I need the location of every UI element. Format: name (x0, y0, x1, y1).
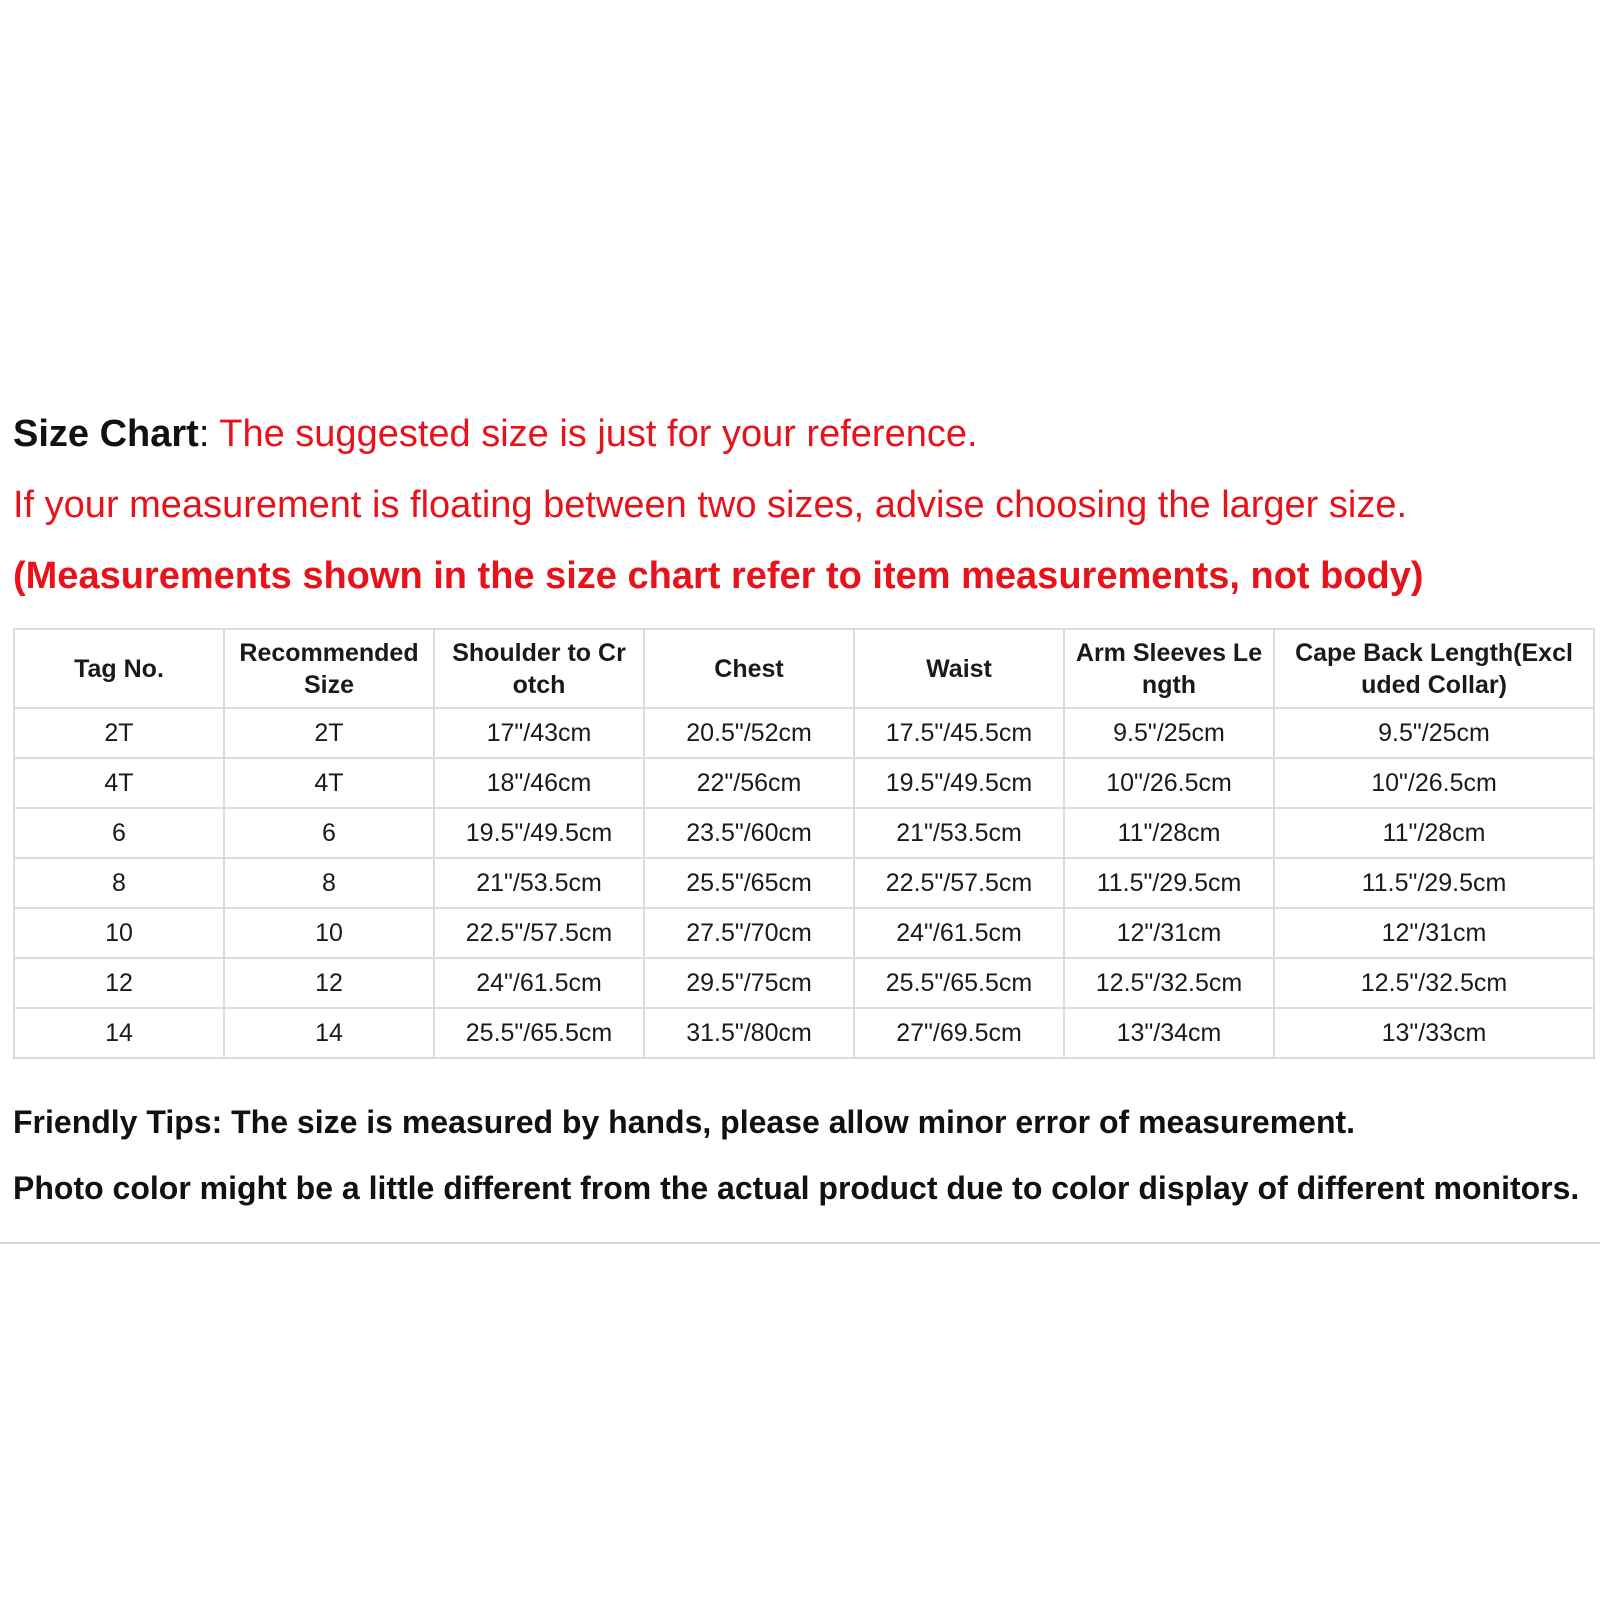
column-header-text: Waist (926, 654, 992, 683)
column-header (644, 629, 854, 708)
table-cell: 2T (14, 708, 224, 758)
column-header (224, 629, 434, 708)
table-row (14, 708, 1594, 758)
table-body (14, 708, 1594, 1058)
table-row (14, 758, 1594, 808)
table-cell: 14 (224, 1008, 434, 1058)
table-cell: 29.5"/75cm (644, 958, 854, 1008)
table-cell: 17.5"/45.5cm (854, 708, 1064, 758)
column-header-text: uded Collar) (1361, 670, 1507, 699)
table-cell: 25.5"/65.5cm (854, 958, 1064, 1008)
table-row (14, 908, 1594, 958)
table-cell: 20.5"/52cm (644, 708, 854, 758)
column-header-text: otch (512, 670, 566, 699)
size-table (13, 628, 1595, 1059)
column-header-text: ngth (1141, 670, 1197, 699)
table-cell: 8 (224, 858, 434, 908)
table-cell: 21"/53.5cm (854, 808, 1064, 858)
table-cell: 12.5"/32.5cm (1064, 958, 1274, 1008)
table-cell: 25.5"/65.5cm (434, 1008, 644, 1058)
table-cell: 19.5"/49.5cm (434, 808, 644, 858)
larger-size-advice: If your measurement is floating between two sizes, advise choosing the larger size. (13, 484, 1408, 526)
column-header-text: Shoulder to Cr (452, 638, 626, 667)
column-header (14, 629, 224, 708)
table-cell: 18"/46cm (434, 758, 644, 808)
table-cell: 22.5"/57.5cm (434, 908, 644, 958)
table-cell: 11"/28cm (1064, 808, 1274, 858)
column-header-text: Chest (714, 654, 784, 683)
table-cell: 10"/26.5cm (1064, 758, 1274, 808)
size-chart-colon: : (198, 413, 210, 455)
column-header (1274, 629, 1594, 708)
table-cell: 23.5"/60cm (644, 808, 854, 858)
table-cell: 19.5"/49.5cm (854, 758, 1064, 808)
table-cell: 21"/53.5cm (434, 858, 644, 908)
table-cell: 24"/61.5cm (854, 908, 1064, 958)
table-cell: 12 (224, 958, 434, 1008)
table-cell: 4T (14, 758, 224, 808)
measurement-disclaimer: (Measurements shown in the size chart refer to item measurements, not body) (13, 555, 1424, 597)
table-cell: 11.5"/29.5cm (1064, 858, 1274, 908)
table-header-row (14, 629, 1594, 708)
size-chart-title-line (13, 412, 978, 456)
table-cell: 10 (224, 908, 434, 958)
table-cell: 27"/69.5cm (854, 1008, 1064, 1058)
table-cell: 2T (224, 708, 434, 758)
column-header (434, 629, 644, 708)
table-cell: 6 (14, 808, 224, 858)
column-header (854, 629, 1064, 708)
table-cell: 14 (14, 1008, 224, 1058)
table-row (14, 808, 1594, 858)
size-chart-panel (0, 400, 1600, 1244)
table-cell: 9.5"/25cm (1064, 708, 1274, 758)
table-cell: 31.5"/80cm (644, 1008, 854, 1058)
table-row (14, 958, 1594, 1008)
table-cell: 9.5"/25cm (1274, 708, 1594, 758)
column-header-text: Recommended (239, 638, 419, 667)
column-header-text: Cape Back Length(Excl (1295, 638, 1573, 667)
table-cell: 22.5"/57.5cm (854, 858, 1064, 908)
column-header-text: Arm Sleeves Le (1075, 638, 1263, 667)
table-cell: 8 (14, 858, 224, 908)
table-cell: 12 (14, 958, 224, 1008)
table-cell: 11"/28cm (1274, 808, 1594, 858)
column-header (1064, 629, 1274, 708)
column-header-text: Tag No. (74, 654, 164, 683)
table-cell: 12"/31cm (1274, 908, 1594, 958)
table-cell: 13"/33cm (1274, 1008, 1594, 1058)
table-cell: 17"/43cm (434, 708, 644, 758)
table-cell: 11.5"/29.5cm (1274, 858, 1594, 908)
reference-note: The suggested size is just for your reference. (219, 413, 978, 455)
table-cell: 12.5"/32.5cm (1274, 958, 1594, 1008)
table-cell: 22"/56cm (644, 758, 854, 808)
table-cell: 27.5"/70cm (644, 908, 854, 958)
table-cell: 6 (224, 808, 434, 858)
table-cell: 12"/31cm (1064, 908, 1274, 958)
table-cell: 25.5"/65cm (644, 858, 854, 908)
table-cell: 13"/34cm (1064, 1008, 1274, 1058)
table-cell: 10 (14, 908, 224, 958)
friendly-tips: Friendly Tips: The size is measured by hands, please allow minor error of measurement. (13, 1104, 1356, 1140)
table-cell: 10"/26.5cm (1274, 758, 1594, 808)
table-cell: 4T (224, 758, 434, 808)
table-row (14, 858, 1594, 908)
size-chart-label: Size Chart (13, 413, 199, 455)
column-header-text: Size (303, 670, 355, 699)
photo-color-note: Photo color might be a little different from the actual product due to color display of different monitors. (13, 1170, 1580, 1206)
table-cell: 24"/61.5cm (434, 958, 644, 1008)
table-row (14, 1008, 1594, 1058)
